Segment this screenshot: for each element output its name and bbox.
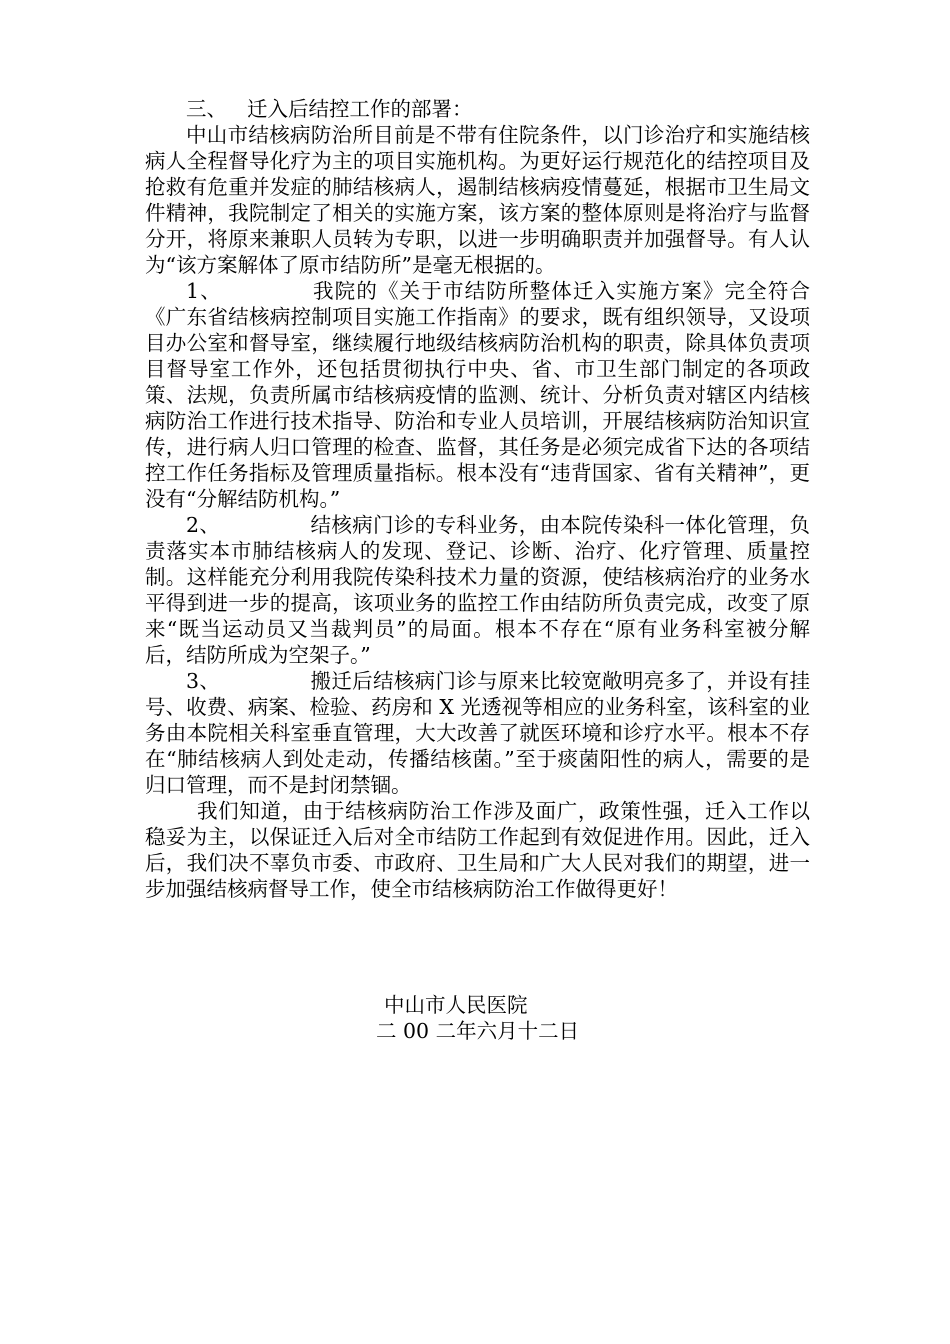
list-item-1 <box>145 278 810 512</box>
item-number-1: 1、 <box>186 279 222 303</box>
signature-block <box>0 992 950 1044</box>
intro-paragraph: 中山市结核病防治所目前是不带有住院条件，以门诊治疗和实施结核病人全程督导化疗为主的项目实施机构。为更好运行规范化的结控项目及抢救有危重并发症的肺结核病人，遏制结核病疫情蔓延，根据市卫生局文件精神，我院制定了相关的实施方案，该方案的整体原则是将治疗与监督分开，将原来兼职人员转为专职，以进一步明确职责并加强督导。有人认为“该方案解体了原市结防所”是毫无根据的。 <box>145 123 810 277</box>
signature-date: 二 00 二年六月十二日 <box>376 1019 580 1043</box>
item-text-1: 我院的《关于市结防所整体迁入实施方案》完全符合《广东省结核病控制项目实施工作指南》的要求，既有组织领导，又设项目办公室和督导室，继续履行地级结核病防治机构的职责，除具体负责项目督导室工作外，还包括贯彻执行中央、省、市卫生部门制定的各项政策、法规，负责所属市结核病疫情的监测、统计、分析负责对辖区内结核病防治工作进行技术指导、防治和专业人员培训，开展结核病防治知识宣传，进行病人归口管理的检查、监督，其任务是必须完成省下达的各项结控工作任务指标及管理质量指标。根本没有“违背国家、省有关精神”，更没有“分解结防机构。” <box>145 279 810 511</box>
list-item-2 <box>145 512 810 668</box>
item-number-3: 3、 <box>186 669 221 693</box>
item-text-3: 搬迁后结核病门诊与原来比较宽敞明亮多了，并设有挂号、收费、病案、检验、药房和 X 光透视等相应的业务科室，该科室的业务由本院相关科室垂直管理，大大改善了就医环境和诊疗水平。根本不存在“肺结核病人到处走动，传播结核菌。”至于痰菌阳性的病人，需要的是归口管理，而不是封闭禁锢。 <box>145 669 811 797</box>
section-number: 三、 <box>186 97 227 121</box>
section-title: 迁入后结控工作的部署： <box>247 97 473 121</box>
signature-organization: 中山市人民医院 <box>384 993 528 1017</box>
item-number-2: 2、 <box>186 513 221 537</box>
item-text-2: 结核病门诊的专科业务，由本院传染科一体化管理，负责落实本市肺结核病人的发现、登记、诊断、治疗、化疗管理、质量控制。这样能充分利用我院传染科技术力量的资源，使结核病治疗的业务水平得到进一步的提高，该项业务的监控工作由结防所负责完成，改变了原来“既当运动员又当裁判员”的局面。根本不存在“原有业务科室被分解后，结防所成为空架子。” <box>145 513 811 667</box>
list-item-3 <box>145 668 810 798</box>
section-heading <box>145 96 810 122</box>
closing-paragraph: 我们知道，由于结核病防治工作涉及面广，政策性强，迁入工作以稳妥为主，以保证迁入后对全市结防工作起到有效促进作用。因此，迁入后，我们决不辜负市委、市政府、卫生局和广大人民对我们的期望，进一步加强结核病督导工作，使全市结核病防治工作做得更好！ <box>145 799 810 901</box>
document-body <box>145 96 810 902</box>
